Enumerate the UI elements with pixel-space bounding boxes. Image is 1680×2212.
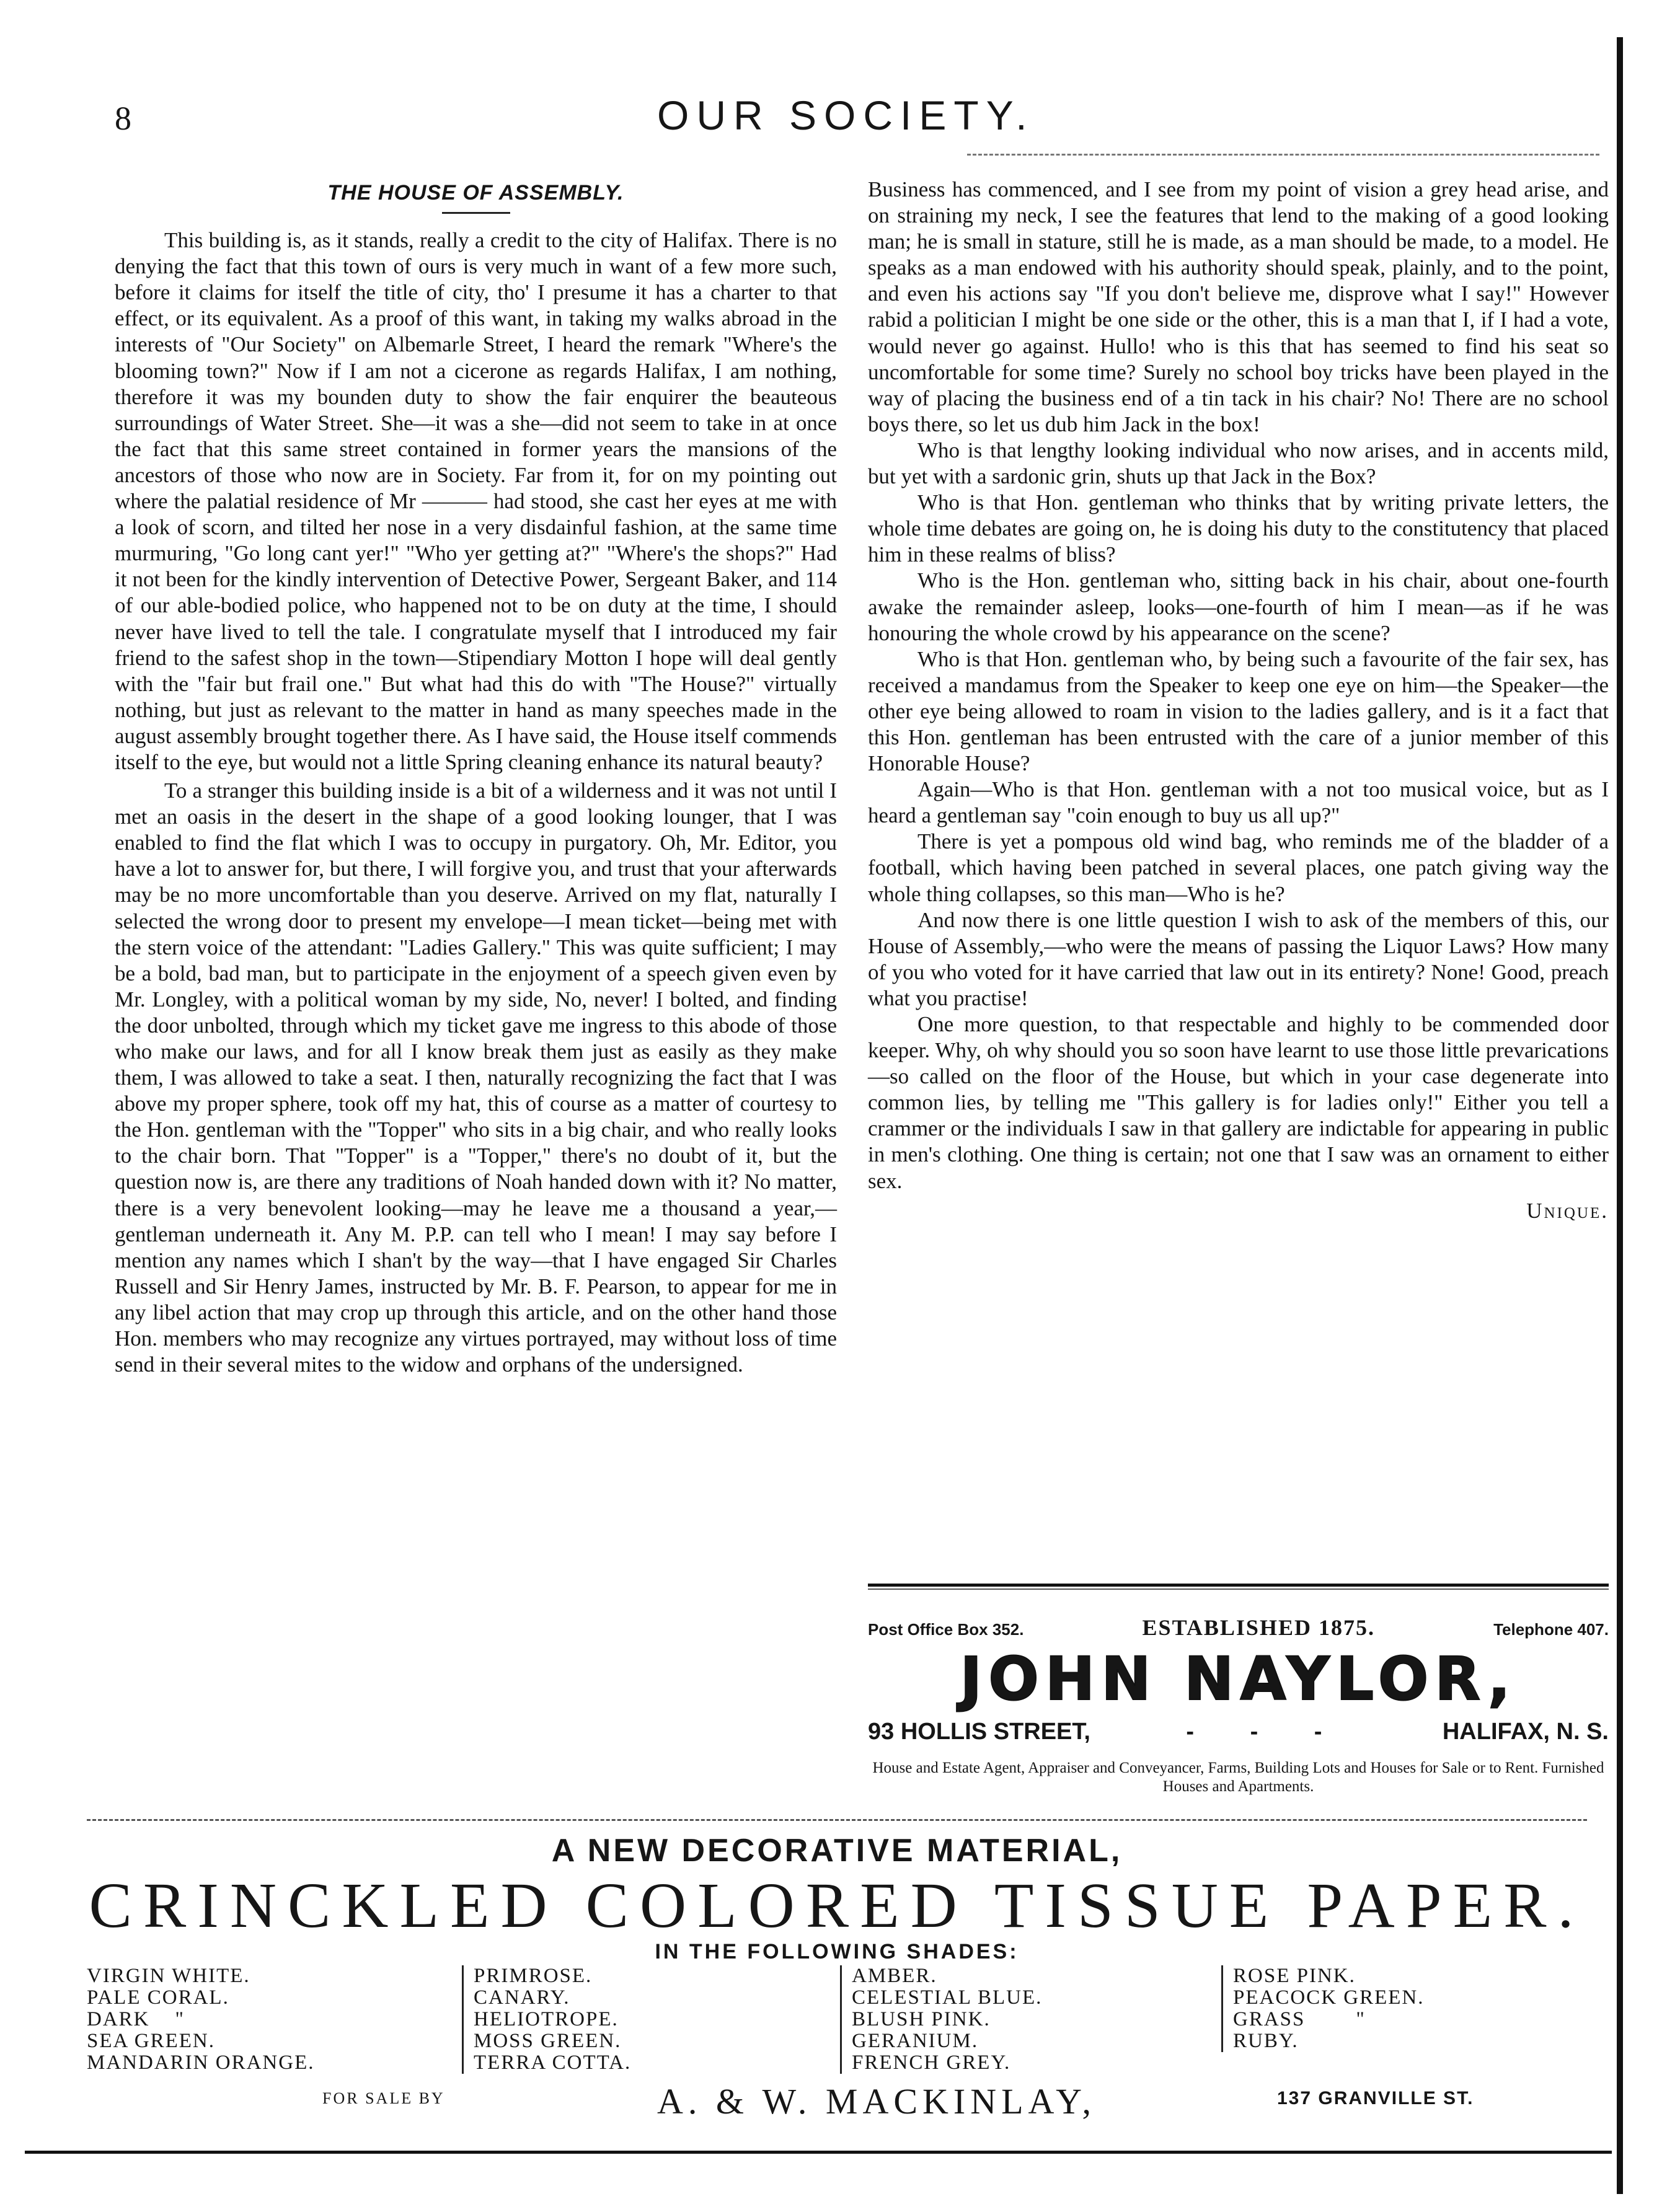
shade-column bbox=[1221, 1965, 1425, 2052]
article-paragraph: There is yet a pompous old wind bag, who reminds me of the bladder of a football, which having been patched in several places, one patch giving way the whole thing collapses, so this man—Who is he? bbox=[868, 829, 1609, 906]
shade-column bbox=[462, 1965, 631, 2074]
shade-item: TERRA COTTA. bbox=[474, 2051, 632, 2074]
shade-item: GERANIUM. bbox=[852, 2030, 979, 2052]
for-sale-label: FOR SALE BY bbox=[322, 2089, 445, 2107]
shade-item: HELIOTROPE. bbox=[474, 2008, 619, 2030]
shade-item: SEA GREEN. bbox=[87, 2030, 216, 2052]
shade-item: PALE CORAL. bbox=[87, 1986, 229, 2009]
ad-po-box: Post Office Box 352. bbox=[868, 1620, 1024, 1639]
sale-row bbox=[81, 2081, 1593, 2122]
ad-contact-row bbox=[868, 1615, 1609, 1641]
vendor-address: 137 GRANVILLE ST. bbox=[1277, 2088, 1474, 2108]
ad-city: HALIFAX, N. S. bbox=[1442, 1719, 1609, 1745]
page-number: 8 bbox=[115, 100, 131, 137]
ad-business-name: JOHN NAYLOR, bbox=[960, 1644, 1517, 1714]
article-right-column bbox=[868, 177, 1609, 1224]
tissue-paper-advertisement bbox=[81, 1828, 1593, 2122]
article-title: THE HOUSE OF ASSEMBLY. bbox=[327, 181, 624, 205]
naylor-advertisement bbox=[868, 1584, 1609, 1796]
ad-title: CRINCKLED COLORED TISSUE PAPER. bbox=[89, 1870, 1585, 1941]
shade-list bbox=[81, 1965, 1593, 2077]
ad-street: 93 HOLLIS STREET, bbox=[868, 1719, 1090, 1745]
shade-item: VIRGIN WHITE. bbox=[87, 1965, 250, 1987]
shade-item: CELESTIAL BLUE. bbox=[852, 1986, 1043, 2009]
ad-top-rule-thin bbox=[868, 1588, 1609, 1590]
vendor-name: A. & W. MACKINLAY, bbox=[657, 2081, 1096, 2122]
article-paragraph: Who is that lengthy looking individual who now arises, and in accents mild, but yet with a sardonic grin, shuts up that Jack in the Box? bbox=[868, 438, 1609, 489]
article-paragraph: Business has commenced, and I see from my point of vision a grey head arise, and on straining my neck, I see the features that lend to the making of a good looking man; he is small in stature, still he is made, as a man should be made, to a model. He speaks as a man endowed with his authority should speak, plainly, and to the point, and even his actions say "If you don't believe me, disprove what I say!" However rabid a politician I might be one side or the other, this is a man that I, if I had a vote, would never go against. Hullo! who is this that has seemed to find his seat so uncomfortable for some time? Surely no school boy tricks have been played in the way of placing the business end of a tin tack in his chair? No! There are no school boys there, so let us dub him Jack in the box! bbox=[868, 177, 1609, 436]
article-paragraph: To a stranger this building inside is a bit of a wilderness and it was not until I met an oasis in the desert in the shape of a good looking lounger, that I was enabled to find the flat which I was to occupy in purgatory. Oh, Mr. Editor, you have a lot to answer for, but there, I will forgive you, and trust that your afterwards may be no more uncomfortable than you deserve. Arrived on my flat, naturally I selected the wrong door to present my envelope—I mean ticket—being met with the stern voice of the attendant: "Ladies Gallery." This was quite sufficient; I may be a bold, bad man, but to participate in the enjoyment of a speech given even by Mr. Longley, with a political woman by my side, No, never! I bolted, and finding the door unbolted, through which my ticket gave me ingress to this abode of those who make our laws, and for all I know break them just as easily as they make them, I was allowed to take a seat. I then, naturally recognizing the fact that I was above my proper sphere, took off my hat, this of course as a matter of courtesy to the Hon. gentleman with the "Topper" who sits in a big chair, and who really looks to the chair born. That "Topper" is a "Topper," there's no doubt of it, but the question now is, are there any traditions of Noah handed down with it? No matter, there is a very benevolent looking—may he leave me a thousand a year,—gentleman underneath it. Any M. P.P. can tell who I mean! I may say before I mention any names which I shan't by the way—that I have engaged Sir Charles Russell and Sir Henry James, instructed by Mr. B. F. Pearson, to appear for me in any libel action that may crop up through this article, and on the other hand those Hon. members who may recognize any virtues portrayed, may without loss of time send in their several mites to the widow and orphans of the undersigned. bbox=[115, 778, 837, 1377]
shade-item: PRIMROSE. bbox=[474, 1965, 593, 1987]
article-left-column bbox=[115, 169, 837, 1378]
article-paragraph: Who is the Hon. gentleman who, sitting back in his chair, about one-fourth awake the remainder asleep, looks—one-fourth of him I mean—as if he was honouring the whole crowd by his appearance on the scene? bbox=[868, 568, 1609, 645]
shade-item: AMBER. bbox=[852, 1965, 937, 1987]
ad-description: House and Estate Agent, Appraiser and Conveyancer, Farms, Building Lots and Houses for Sale or to Rent. Furnished Houses and Apartments. bbox=[872, 1760, 1604, 1795]
shade-item: DARK " bbox=[87, 2008, 185, 2030]
shade-item: MOSS GREEN. bbox=[474, 2030, 622, 2052]
shade-item: RUBY. bbox=[1233, 2030, 1299, 2052]
article-paragraph: Again—Who is that Hon. gentleman with a not too musical voice, but as I heard a gentleman say "coin enough to buy us all up?" bbox=[868, 777, 1609, 828]
masthead: OUR SOCIETY. bbox=[657, 92, 1035, 138]
title-rule bbox=[442, 212, 510, 214]
header-rule bbox=[967, 154, 1599, 157]
shade-item: PEACOCK GREEN. bbox=[1233, 1986, 1425, 2009]
ad-dashes: - - - bbox=[1186, 1719, 1347, 1745]
article-paragraph: Who is that Hon. gentleman who, by being such a favourite of the fair sex, has received a mandamus from the Speaker to keep one eye on him—the Speaker—the other eye being allowed to roam in vision to the ladies gallery, and is it a fact that this Hon. gentleman has been entrusted with the care of a junior member of this Honorable House? bbox=[868, 646, 1609, 776]
shade-item: BLUSH PINK. bbox=[852, 2008, 991, 2030]
article-paragraph: Who is that Hon. gentleman who thinks that by writing private letters, the whole time debates are going on, he is doing his duty to the constitutency that placed him in these realms of bliss? bbox=[868, 490, 1609, 567]
section-separator bbox=[87, 1819, 1587, 1821]
shade-item: ROSE PINK. bbox=[1233, 1965, 1356, 1987]
shade-item: GRASS " bbox=[1233, 2008, 1366, 2030]
ad-established: ESTABLISHED 1875. bbox=[1142, 1615, 1375, 1640]
ad-address-row bbox=[868, 1719, 1609, 1745]
ad-heading: A NEW DECORATIVE MATERIAL, bbox=[551, 1833, 1123, 1869]
shade-column bbox=[87, 1965, 315, 2074]
page-edge-rule bbox=[1617, 37, 1623, 2194]
article-paragraph: This building is, as it stands, really a credit to the city of Halifax. There is no denying the fact that this town of ours is very much in want of a few more such, before it claims for itself the title of city, tho' I presume it has a charter to that effect, or its equivalent. As a proof of this want, in taking my walks abroad in the interests of "Our Society" on Albemarle Street, I heard the remark "Where's the blooming town?" Now if I am not a cicerone as regards Halifax, I am nothing, therefore it was my bounden duty to show the fair enquirer the beauteous surroundings of Water Street. She—it was a she—did not seem to take in at once the fact that this same street contained in former years the mansions of the ancestors of those who now are in Society. Far from it, for on my pointing out where the palatial residence of Mr ——— had stood, she cast her eyes at me with a look of scorn, and tilted her nose in a very disdainful fashion, at the same time murmuring, "Go long cant yer!" "Who yer getting at?" "Where's the shops?" Had it not been for the kindly intervention of Detective Power, Sergeant Baker, and 114 of our able-bodied police, who happened not to be on duty at the time, I should never have lived to tell the tale. I congratulate myself that I introduced my fair friend to the safest shop in the town—Stipendiary Motton I hope will deal gently with the "fair but frail one." But what had this do with "The House?" virtually nothing, but just as relevant to the matter in hand as many speeches made in the august assembly brought together there. As I have said, the House itself commends itself to the eye, but would not a little Spring cleaning enhance its natural beauty? bbox=[115, 228, 837, 774]
article-paragraph: One more question, to that respectable and highly to be commended door keeper. Why, oh why should you so soon have learnt to use those little prevarications—so called on the floor of the House, but which in your case degenerate into common lies, by telling me "This gallery is for ladies only!" Either you tell a crammer or the individuals I saw in that gallery are indictable for appearing in public in men's clothing. One thing is certain; not one that I saw was an ornament to either sex. bbox=[868, 1012, 1609, 1193]
article-signature: Unique. bbox=[1526, 1198, 1609, 1223]
shade-column bbox=[840, 1965, 1042, 2074]
bottom-rule bbox=[25, 2151, 1612, 2154]
ad-telephone: Telephone 407. bbox=[1493, 1620, 1609, 1639]
ad-subheading: IN THE FOLLOWING SHADES: bbox=[655, 1940, 1019, 1963]
shade-item: MANDARIN ORANGE. bbox=[87, 2051, 315, 2074]
shade-item: CANARY. bbox=[474, 1986, 570, 2009]
shade-item: FRENCH GREY. bbox=[852, 2051, 1011, 2074]
article-paragraph: And now there is one little question I wish to ask of the members of this, our House of Assembly,—who were the means of passing the Liquor Laws? How many of you who voted for it have carried that law out in its entirety? None! Good, preach what you practise! bbox=[868, 907, 1609, 1010]
ad-top-rule bbox=[868, 1584, 1609, 1587]
